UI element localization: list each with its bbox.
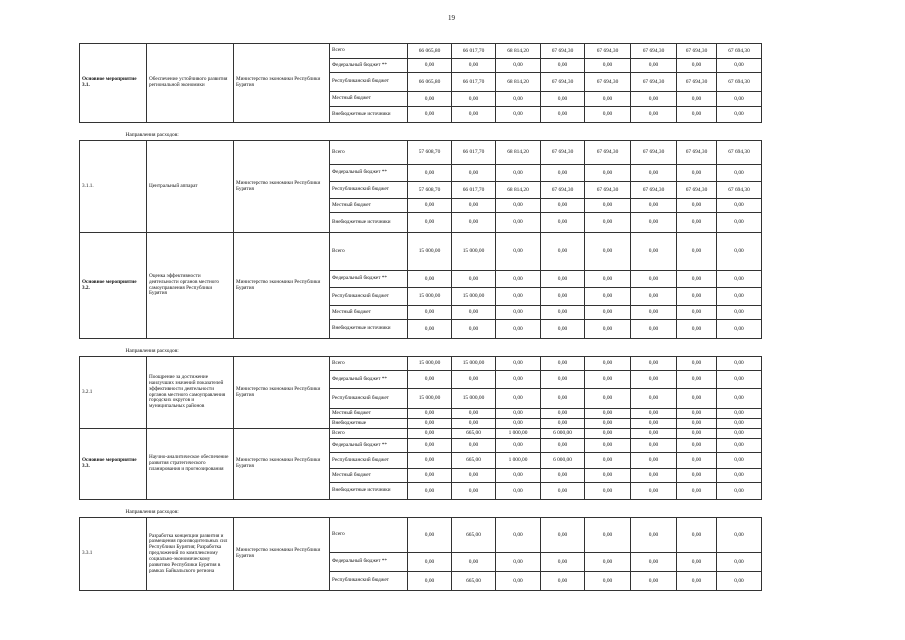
funding-source: Республиканский бюджет (330, 288, 408, 306)
amount-cell: 0,00 (585, 518, 631, 553)
activity-code: 3.1.1. (80, 141, 147, 233)
amount-cell: 0,00 (541, 92, 585, 107)
amount-cell: 0,00 (452, 165, 496, 182)
amount-cell: 0,00 (631, 429, 677, 439)
amount-cell: 0,00 (631, 92, 677, 107)
amount-cell: 15 000,00 (452, 233, 496, 271)
amount-cell: 57 608,70 (408, 141, 452, 165)
funding-source: Республиканский бюджет (330, 572, 408, 591)
responsible-org: Министерство экономики Республики Бурятия (234, 429, 330, 500)
amount-cell: 0,00 (631, 288, 677, 306)
funding-source: Местный бюджет (330, 199, 408, 213)
funding-source: Федеральный бюджет ** (330, 371, 408, 389)
amount-cell: 0,00 (631, 357, 677, 371)
amount-cell: 66 065,80 (408, 73, 452, 92)
amount-cell: 0,00 (496, 306, 541, 320)
amount-cell: 0,00 (452, 320, 496, 339)
amount-cell: 0,00 (717, 199, 762, 213)
amount-cell: 0,00 (677, 389, 717, 409)
amount-cell: 0,00 (408, 553, 452, 572)
amount-cell: 0,00 (631, 572, 677, 591)
amount-cell: 0,00 (631, 306, 677, 320)
amount-cell: 0,00 (496, 199, 541, 213)
activity-code: 3.2.1 (80, 357, 147, 429)
amount-cell: 0,00 (717, 213, 762, 233)
amount-cell: 0,00 (677, 572, 717, 591)
amount-cell: 0,00 (496, 271, 541, 288)
amount-cell: 0,00 (631, 419, 677, 429)
amount-cell: 0,00 (631, 320, 677, 339)
funding-source: Местный бюджет (330, 469, 408, 483)
funding-source: Местный бюджет (330, 306, 408, 320)
funding-source: Республиканский бюджет (330, 389, 408, 409)
amount-cell: 67 694,30 (677, 44, 717, 59)
amount-cell: 68 814,20 (496, 44, 541, 59)
funding-source: Всего (330, 141, 408, 165)
amount-cell: 0,00 (496, 320, 541, 339)
amount-cell: 66 017,70 (452, 182, 496, 199)
amount-cell: 0,00 (677, 271, 717, 288)
activity-name: Обеспечение устойчивого развития региональной экономики (147, 44, 234, 123)
amount-cell: 0,00 (585, 483, 631, 500)
amount-cell: 67 694,30 (631, 141, 677, 165)
amount-cell: 0,00 (717, 439, 762, 453)
amount-cell: 0,00 (585, 572, 631, 591)
amount-cell: 0,00 (677, 92, 717, 107)
activity-name: Разработка концепции развития и размещения производительных сил Республики Бурятия; Разработка предложений по комплексному социально-экономическому развитию Республики Бурятия в рамках Байкальского региона (147, 518, 234, 591)
amount-cell: 0,00 (717, 288, 762, 306)
section-row (80, 123, 762, 141)
amount-cell: 0,00 (541, 59, 585, 73)
amount-cell: 67 694,30 (585, 73, 631, 92)
amount-cell: 0,00 (631, 389, 677, 409)
amount-cell: 0,00 (631, 469, 677, 483)
amount-cell: 0,00 (585, 357, 631, 371)
funding-source: Местный бюджет (330, 92, 408, 107)
amount-cell: 0,00 (585, 439, 631, 453)
page-number: 19 (448, 14, 455, 22)
amount-cell: 0,00 (585, 306, 631, 320)
amount-cell: 0,00 (717, 357, 762, 371)
activity-code: Основное мероприятие 3.3. (80, 429, 147, 500)
amount-cell: 67 694,30 (541, 141, 585, 165)
amount-cell: 0,00 (631, 483, 677, 500)
amount-cell: 0,00 (541, 233, 585, 271)
amount-cell: 0,00 (408, 165, 452, 182)
amount-cell: 0,00 (631, 271, 677, 288)
funding-source: Всего (330, 233, 408, 271)
amount-cell: 0,00 (496, 233, 541, 271)
amount-cell: 0,00 (677, 199, 717, 213)
funding-source: Республиканский бюджет (330, 182, 408, 199)
amount-cell: 0,00 (496, 389, 541, 409)
amount-cell: 0,00 (677, 59, 717, 73)
funding-source: Внебюджетные источники (330, 213, 408, 233)
activity-code: Основное мероприятие 3.2. (80, 233, 147, 339)
activity-name: Научно-аналитическое обеспечение развития стратегического планирования и прогнозирования (147, 429, 234, 500)
amount-cell: 0,00 (585, 233, 631, 271)
amount-cell: 0,00 (452, 107, 496, 123)
amount-cell: 15 000,00 (408, 233, 452, 271)
funding-source: Федеральный бюджет ** (330, 59, 408, 73)
amount-cell: 6 000,00 (541, 429, 585, 439)
amount-cell: 0,00 (631, 453, 677, 469)
amount-cell: 0,00 (408, 409, 452, 419)
amount-cell: 0,00 (585, 213, 631, 233)
amount-cell: 665,00 (452, 453, 496, 469)
amount-cell: 0,00 (585, 453, 631, 469)
amount-cell: 67 694,30 (631, 73, 677, 92)
amount-cell: 67 694,30 (677, 141, 717, 165)
amount-cell: 0,00 (452, 483, 496, 500)
budget-table (79, 43, 762, 591)
amount-cell: 0,00 (496, 92, 541, 107)
responsible-org: Министерство экономики Республики Бурятия (234, 233, 330, 339)
amount-cell: 0,00 (541, 409, 585, 419)
amount-cell: 0,00 (408, 572, 452, 591)
amount-cell: 0,00 (496, 357, 541, 371)
funding-source: Всего (330, 518, 408, 553)
amount-cell: 0,00 (631, 233, 677, 271)
table-row (80, 357, 762, 371)
table-row (80, 44, 762, 59)
amount-cell: 0,00 (677, 213, 717, 233)
amount-cell: 66 017,70 (452, 73, 496, 92)
amount-cell: 0,00 (496, 483, 541, 500)
amount-cell: 0,00 (452, 306, 496, 320)
amount-cell: 0,00 (631, 518, 677, 553)
amount-cell: 0,00 (541, 469, 585, 483)
amount-cell: 0,00 (408, 483, 452, 500)
amount-cell: 0,00 (541, 357, 585, 371)
amount-cell: 0,00 (717, 453, 762, 469)
amount-cell: 0,00 (408, 320, 452, 339)
amount-cell: 0,00 (717, 419, 762, 429)
funding-source: Внебюджетные источники (330, 483, 408, 500)
amount-cell: 0,00 (631, 107, 677, 123)
amount-cell: 67 694,30 (541, 182, 585, 199)
funding-source: Федеральный бюджет ** (330, 165, 408, 182)
amount-cell: 0,00 (496, 518, 541, 553)
table-row (80, 518, 762, 553)
amount-cell: 67 694,30 (585, 141, 631, 165)
amount-cell: 0,00 (717, 233, 762, 271)
amount-cell: 68 814,20 (496, 182, 541, 199)
section-label: Направления расходов: (80, 339, 762, 357)
amount-cell: 0,00 (717, 409, 762, 419)
amount-cell: 0,00 (408, 439, 452, 453)
amount-cell: 0,00 (541, 553, 585, 572)
amount-cell: 0,00 (496, 371, 541, 389)
responsible-org: Министерство экономики Республики Бурятия (234, 44, 330, 123)
table-row (80, 233, 762, 271)
amount-cell: 0,00 (496, 469, 541, 483)
amount-cell: 67 694,30 (717, 141, 762, 165)
amount-cell: 0,00 (585, 371, 631, 389)
amount-cell: 0,00 (631, 439, 677, 453)
amount-cell: 0,00 (677, 419, 717, 429)
amount-cell: 0,00 (408, 59, 452, 73)
amount-cell: 67 694,30 (541, 73, 585, 92)
amount-cell: 0,00 (452, 92, 496, 107)
amount-cell: 0,00 (677, 233, 717, 271)
section-row (80, 500, 762, 518)
amount-cell: 0,00 (585, 92, 631, 107)
table-row (80, 429, 762, 439)
amount-cell: 66 017,70 (452, 44, 496, 59)
amount-cell: 0,00 (541, 320, 585, 339)
amount-cell: 0,00 (717, 389, 762, 409)
amount-cell: 0,00 (717, 107, 762, 123)
amount-cell: 0,00 (677, 165, 717, 182)
amount-cell: 0,00 (717, 306, 762, 320)
amount-cell: 0,00 (677, 483, 717, 500)
amount-cell: 0,00 (541, 271, 585, 288)
amount-cell: 0,00 (631, 199, 677, 213)
activity-name: Поощрение за достижение наилучших значений показателей эффективности деятельности органов местного самоуправления городских округов и муниципальных районов (147, 357, 234, 429)
amount-cell: 0,00 (452, 213, 496, 233)
amount-cell: 67 694,30 (677, 182, 717, 199)
amount-cell: 0,00 (408, 371, 452, 389)
responsible-org: Министерство экономики Республики Бурятия (234, 141, 330, 233)
amount-cell: 67 694,30 (717, 44, 762, 59)
amount-cell: 0,00 (717, 483, 762, 500)
amount-cell: 0,00 (717, 371, 762, 389)
amount-cell: 0,00 (408, 271, 452, 288)
funding-source: Федеральный бюджет ** (330, 553, 408, 572)
funding-source: Республиканский бюджет (330, 453, 408, 469)
amount-cell: 0,00 (677, 439, 717, 453)
funding-source: Всего (330, 44, 408, 59)
amount-cell: 0,00 (452, 553, 496, 572)
amount-cell: 0,00 (452, 199, 496, 213)
amount-cell: 0,00 (677, 357, 717, 371)
amount-cell: 0,00 (541, 288, 585, 306)
amount-cell: 0,00 (541, 419, 585, 429)
amount-cell: 0,00 (541, 213, 585, 233)
amount-cell: 0,00 (677, 107, 717, 123)
amount-cell: 0,00 (496, 409, 541, 419)
amount-cell: 0,00 (541, 483, 585, 500)
amount-cell: 0,00 (677, 371, 717, 389)
amount-cell: 0,00 (585, 107, 631, 123)
activity-code: Основное мероприятие 3.1. (80, 44, 147, 123)
amount-cell: 0,00 (717, 271, 762, 288)
amount-cell: 0,00 (452, 439, 496, 453)
amount-cell: 0,00 (585, 429, 631, 439)
funding-source: Местный бюджет (330, 409, 408, 419)
funding-source: Внебюджетные (330, 419, 408, 429)
amount-cell: 0,00 (677, 320, 717, 339)
amount-cell: 0,00 (496, 572, 541, 591)
amount-cell: 0,00 (408, 429, 452, 439)
funding-source: Федеральный бюджет ** (330, 271, 408, 288)
amount-cell: 665,00 (452, 429, 496, 439)
amount-cell: 15 000,00 (408, 288, 452, 306)
amount-cell: 0,00 (496, 59, 541, 73)
amount-cell: 1 000,00 (496, 453, 541, 469)
activity-name: Оценка эффективности деятельности органов местного самоуправления Республики Бурятия (147, 233, 234, 339)
amount-cell: 0,00 (717, 165, 762, 182)
amount-cell: 15 000,00 (452, 357, 496, 371)
amount-cell: 0,00 (717, 92, 762, 107)
amount-cell: 665,00 (452, 518, 496, 553)
amount-cell: 0,00 (408, 469, 452, 483)
amount-cell: 0,00 (677, 306, 717, 320)
responsible-org: Министерство экономики Республики Бурятия (234, 357, 330, 429)
amount-cell: 0,00 (541, 439, 585, 453)
amount-cell: 0,00 (452, 271, 496, 288)
amount-cell: 0,00 (585, 320, 631, 339)
funding-source: Республиканский бюджет (330, 73, 408, 92)
amount-cell: 0,00 (631, 165, 677, 182)
amount-cell: 0,00 (585, 389, 631, 409)
amount-cell: 0,00 (541, 165, 585, 182)
amount-cell: 0,00 (408, 453, 452, 469)
amount-cell: 6 000,00 (541, 453, 585, 469)
amount-cell: 15 000,00 (408, 389, 452, 409)
amount-cell: 0,00 (585, 271, 631, 288)
amount-cell: 0,00 (677, 453, 717, 469)
amount-cell: 0,00 (541, 572, 585, 591)
amount-cell: 0,00 (452, 59, 496, 73)
amount-cell: 66 065,80 (408, 44, 452, 59)
funding-source: Федеральный бюджет ** (330, 439, 408, 453)
amount-cell: 0,00 (585, 419, 631, 429)
funding-source: Всего (330, 357, 408, 371)
amount-cell: 665,00 (452, 572, 496, 591)
amount-cell: 0,00 (496, 439, 541, 453)
amount-cell: 0,00 (677, 469, 717, 483)
amount-cell: 0,00 (541, 518, 585, 553)
amount-cell: 67 694,30 (677, 73, 717, 92)
amount-cell: 15 000,00 (452, 288, 496, 306)
amount-cell: 0,00 (452, 371, 496, 389)
table-row (80, 141, 762, 165)
amount-cell: 0,00 (496, 288, 541, 306)
amount-cell: 0,00 (452, 419, 496, 429)
amount-cell: 0,00 (496, 553, 541, 572)
amount-cell: 67 694,30 (717, 73, 762, 92)
section-label: Направления расходов: (80, 500, 762, 518)
amount-cell: 0,00 (631, 553, 677, 572)
amount-cell: 67 694,30 (717, 182, 762, 199)
amount-cell: 0,00 (631, 59, 677, 73)
amount-cell: 0,00 (541, 306, 585, 320)
amount-cell: 68 814,20 (496, 141, 541, 165)
amount-cell: 66 017,70 (452, 141, 496, 165)
amount-cell: 0,00 (717, 320, 762, 339)
amount-cell: 0,00 (585, 409, 631, 419)
amount-cell: 0,00 (677, 288, 717, 306)
amount-cell: 0,00 (541, 389, 585, 409)
funding-source: Внебюджетные источники (330, 107, 408, 123)
amount-cell: 0,00 (677, 518, 717, 553)
amount-cell: 0,00 (677, 429, 717, 439)
amount-cell: 0,00 (452, 409, 496, 419)
amount-cell: 0,00 (496, 419, 541, 429)
amount-cell: 0,00 (541, 107, 585, 123)
amount-cell: 67 694,30 (585, 182, 631, 199)
amount-cell: 0,00 (408, 419, 452, 429)
amount-cell: 0,00 (585, 59, 631, 73)
section-label: Направления расходов: (80, 123, 762, 141)
amount-cell: 15 000,00 (452, 389, 496, 409)
amount-cell: 0,00 (496, 165, 541, 182)
amount-cell: 0,00 (717, 553, 762, 572)
amount-cell: 0,00 (677, 409, 717, 419)
amount-cell: 0,00 (496, 213, 541, 233)
amount-cell: 67 694,30 (585, 44, 631, 59)
amount-cell: 0,00 (717, 572, 762, 591)
amount-cell: 0,00 (408, 306, 452, 320)
amount-cell: 0,00 (408, 213, 452, 233)
amount-cell: 67 694,30 (631, 182, 677, 199)
activity-code: 3.3.1 (80, 518, 147, 591)
amount-cell: 0,00 (717, 469, 762, 483)
amount-cell: 0,00 (408, 92, 452, 107)
amount-cell: 57 608,70 (408, 182, 452, 199)
amount-cell: 0,00 (717, 429, 762, 439)
amount-cell: 1 000,00 (496, 429, 541, 439)
section-row (80, 339, 762, 357)
funding-source: Всего (330, 429, 408, 439)
amount-cell: 0,00 (585, 165, 631, 182)
amount-cell: 0,00 (631, 409, 677, 419)
amount-cell: 0,00 (585, 553, 631, 572)
amount-cell: 0,00 (585, 288, 631, 306)
amount-cell: 0,00 (585, 469, 631, 483)
amount-cell: 0,00 (631, 371, 677, 389)
activity-name: Центральный аппарат (147, 141, 234, 233)
amount-cell: 0,00 (717, 518, 762, 553)
amount-cell: 0,00 (677, 553, 717, 572)
amount-cell: 0,00 (717, 59, 762, 73)
amount-cell: 0,00 (585, 199, 631, 213)
funding-source: Внебюджетные источники (330, 320, 408, 339)
amount-cell: 15 000,00 (408, 357, 452, 371)
amount-cell: 0,00 (408, 518, 452, 553)
responsible-org: Министерство экономики Республики Бурятия (234, 518, 330, 591)
amount-cell: 0,00 (541, 371, 585, 389)
amount-cell: 0,00 (631, 213, 677, 233)
amount-cell: 0,00 (496, 107, 541, 123)
amount-cell: 0,00 (541, 199, 585, 213)
amount-cell: 67 694,30 (631, 44, 677, 59)
amount-cell: 0,00 (408, 107, 452, 123)
amount-cell: 0,00 (452, 469, 496, 483)
amount-cell: 0,00 (408, 199, 452, 213)
amount-cell: 67 694,30 (541, 44, 585, 59)
amount-cell: 68 814,20 (496, 73, 541, 92)
